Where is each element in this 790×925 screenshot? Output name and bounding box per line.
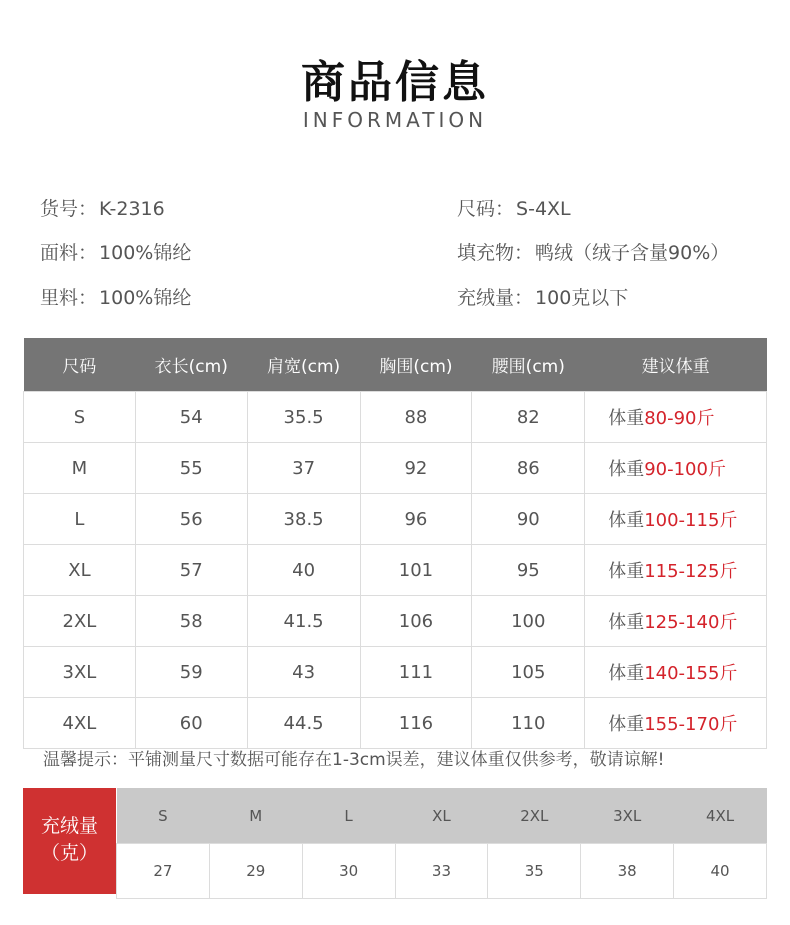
cell-waist: 86: [472, 443, 585, 494]
fill-size-header: L: [302, 788, 395, 844]
weight-prefix: 体重: [608, 510, 645, 531]
info-fill-amount: [457, 283, 628, 310]
weight-range: 100-115斤: [644, 510, 738, 531]
info-lining: [40, 283, 191, 310]
fill-grams-cell: 29: [209, 844, 302, 899]
cell-length: 59: [135, 647, 247, 698]
info-filling: [457, 238, 729, 265]
cell-shoulder: 40: [247, 545, 360, 596]
fill-table-row: [117, 844, 767, 899]
header-shoulder: 肩宽(cm): [247, 338, 360, 392]
size-table: [23, 338, 767, 749]
weight-range: 140-155斤: [644, 663, 738, 684]
cell-chest: 88: [360, 392, 472, 443]
info-item-no-label: 货号 ：: [40, 198, 97, 220]
cell-size: M: [24, 443, 136, 494]
cell-chest: 111: [360, 647, 472, 698]
header-size: 尺码: [24, 338, 136, 392]
cell-weight: [585, 443, 767, 494]
cell-waist: 100: [472, 596, 585, 647]
table-row: [24, 596, 767, 647]
cell-size: L: [24, 494, 136, 545]
fill-size-header: S: [117, 788, 210, 844]
cell-size: 2XL: [24, 596, 136, 647]
header-length: 衣长(cm): [135, 338, 247, 392]
info-lining-value: 100%锦纶: [99, 287, 192, 309]
page-subtitle: INFORMATION: [302, 108, 488, 132]
cell-weight: [585, 698, 767, 749]
info-filling-label: 填充物 ：: [457, 242, 533, 264]
fill-amount-label-box: [23, 788, 116, 894]
cell-size: XL: [24, 545, 136, 596]
fill-size-header: 2XL: [488, 788, 581, 844]
weight-prefix: 体重: [608, 714, 645, 735]
cell-chest: 116: [360, 698, 472, 749]
fill-size-header: M: [209, 788, 302, 844]
fill-size-header: 4XL: [674, 788, 767, 844]
cell-shoulder: 41.5: [247, 596, 360, 647]
table-row: [24, 392, 767, 443]
cell-shoulder: 38.5: [247, 494, 360, 545]
cell-size: S: [24, 392, 136, 443]
cell-shoulder: 35.5: [247, 392, 360, 443]
weight-range: 115-125斤: [644, 561, 738, 582]
info-fabric: [40, 238, 191, 265]
size-table-header-row: [24, 338, 767, 392]
cell-weight: [585, 392, 767, 443]
cell-size: 4XL: [24, 698, 136, 749]
fill-grams-cell: 33: [395, 844, 488, 899]
info-item-no: [40, 194, 165, 221]
cell-chest: 96: [360, 494, 472, 545]
fill-amount-label: 充绒量: [40, 815, 98, 837]
fill-table-header-row: [117, 788, 767, 844]
cell-weight: [585, 545, 767, 596]
fill-amount-table: [116, 788, 767, 899]
cell-weight: [585, 647, 767, 698]
fill-grams-cell: 27: [117, 844, 210, 899]
cell-chest: 106: [360, 596, 472, 647]
info-filling-value: 鸭绒（绒子含量90%）: [535, 242, 730, 264]
info-fill-amount-value: 100克以下: [535, 287, 629, 309]
cell-waist: 90: [472, 494, 585, 545]
info-item-no-value: K-2316: [99, 198, 165, 220]
cell-size: 3XL: [24, 647, 136, 698]
weight-prefix: 体重: [608, 459, 645, 480]
weight-prefix: 体重: [608, 561, 645, 582]
cell-length: 57: [135, 545, 247, 596]
fill-grams-cell: 30: [302, 844, 395, 899]
cell-length: 54: [135, 392, 247, 443]
fill-size-header: 3XL: [581, 788, 674, 844]
info-lining-label: 里料 ：: [40, 287, 97, 309]
weight-range: 125-140斤: [644, 612, 738, 633]
fill-grams-cell: 35: [488, 844, 581, 899]
table-row: [24, 545, 767, 596]
weight-range: 155-170斤: [644, 714, 738, 735]
table-row: [24, 647, 767, 698]
cell-waist: 95: [472, 545, 585, 596]
cell-length: 55: [135, 443, 247, 494]
cell-weight: [585, 494, 767, 545]
weight-prefix: 体重: [608, 612, 645, 633]
page-title: 商品信息: [301, 57, 489, 108]
cell-waist: 82: [472, 392, 585, 443]
table-row: [24, 443, 767, 494]
weight-range: 80-90斤: [644, 408, 715, 429]
table-row: [24, 494, 767, 545]
fill-grams-cell: 38: [581, 844, 674, 899]
info-size: [457, 194, 571, 221]
fill-amount-unit: （克）: [40, 842, 98, 864]
info-fill-amount-label: 充绒量 ：: [457, 287, 533, 309]
weight-prefix: 体重: [608, 663, 645, 684]
info-fabric-value: 100%锦纶: [99, 242, 192, 264]
header-weight: 建议体重: [585, 338, 767, 392]
weight-range: 90-100斤: [644, 459, 726, 480]
fill-size-header: XL: [395, 788, 488, 844]
cell-shoulder: 37: [247, 443, 360, 494]
cell-chest: 101: [360, 545, 472, 596]
header-waist: 腰围(cm): [472, 338, 585, 392]
cell-waist: 105: [472, 647, 585, 698]
cell-length: 60: [135, 698, 247, 749]
cell-shoulder: 44.5: [247, 698, 360, 749]
header-chest: 胸围(cm): [360, 338, 472, 392]
cell-weight: [585, 596, 767, 647]
info-fabric-label: 面料 ：: [40, 242, 97, 264]
info-size-value: S-4XL: [516, 198, 571, 220]
cell-shoulder: 43: [247, 647, 360, 698]
cell-chest: 92: [360, 443, 472, 494]
cell-length: 58: [135, 596, 247, 647]
weight-prefix: 体重: [608, 408, 645, 429]
info-size-label: 尺码 ：: [457, 198, 514, 220]
table-row: [24, 698, 767, 749]
measurement-tip: 温馨提示：平铺测量尺寸数据可能存在1-3cm误差，建议体重仅供参考，敬请谅解!: [43, 750, 665, 770]
cell-length: 56: [135, 494, 247, 545]
fill-grams-cell: 40: [674, 844, 767, 899]
cell-waist: 110: [472, 698, 585, 749]
